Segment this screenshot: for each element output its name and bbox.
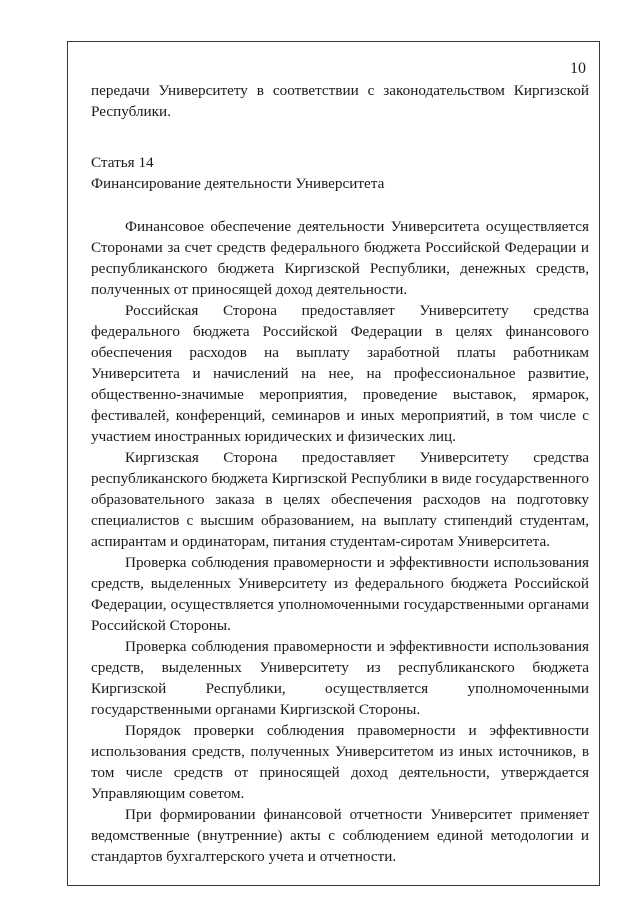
paragraph: Киргизская Сторона предоставляет Университету средства республиканского бюджета Киргизской Республики в виде государственного образовательного заказа в целях обеспечения расходов на подготовку специалистов с высшим образованием, на выплату стипендий студентам, аспирантам и ординаторам, питания студентам-сиротам Университета. [91, 449, 589, 550]
continuation-paragraph: передачи Университету в соответствии с законодательством Киргизской Республики. [91, 82, 589, 120]
document-body [91, 80, 589, 867]
paragraph: Российская Сторона предоставляет Университету средства федерального бюджета Российской Федерации в целях финансового обеспечения расходов на выплату заработной платы работникам Университета и начислений на нее, на профессиональное развитие, общественно-значимые мероприятия, проведение выставок, ярмарок, фестивалей, конференций, семинаров и иных мероприятий, в том числе с участием иностранных юридических и физических лиц. [91, 302, 589, 445]
paragraph: Финансовое обеспечение деятельности Университета осуществляется Сторонами за счет средств федерального бюджета Российской Федерации и республиканского бюджета Киргизской Республики, денежных средств, полученных от приносящей доход деятельности. [91, 218, 589, 298]
article-title: Финансирование деятельности Университета [91, 175, 385, 192]
paragraph: Проверка соблюдения правомерности и эффективности использования средств, выделенных Университету из федерального бюджета Российской Федерации, осуществляется уполномоченными государственными органами Российской Стороны. [91, 554, 589, 634]
paragraph: Проверка соблюдения правомерности и эффективности использования средств, выделенных Университету из республиканского бюджета Киргизской Республики, осуществляется уполномоченными государственными органами Киргизской Стороны. [91, 638, 589, 718]
paragraph: Порядок проверки соблюдения правомерности и эффективности использования средств, полученных Университетом из иных источников, в том числе средств от приносящей доход деятельности, утверждается Управляющим советом. [91, 722, 589, 802]
paragraph: При формировании финансовой отчетности Университет применяет ведомственные (внутренние) акты с соблюдением единой методологии и стандартов бухгалтерского учета и отчетности. [91, 806, 589, 865]
page-number: 10 [570, 60, 586, 77]
article-heading: Статья 14 [91, 154, 154, 171]
